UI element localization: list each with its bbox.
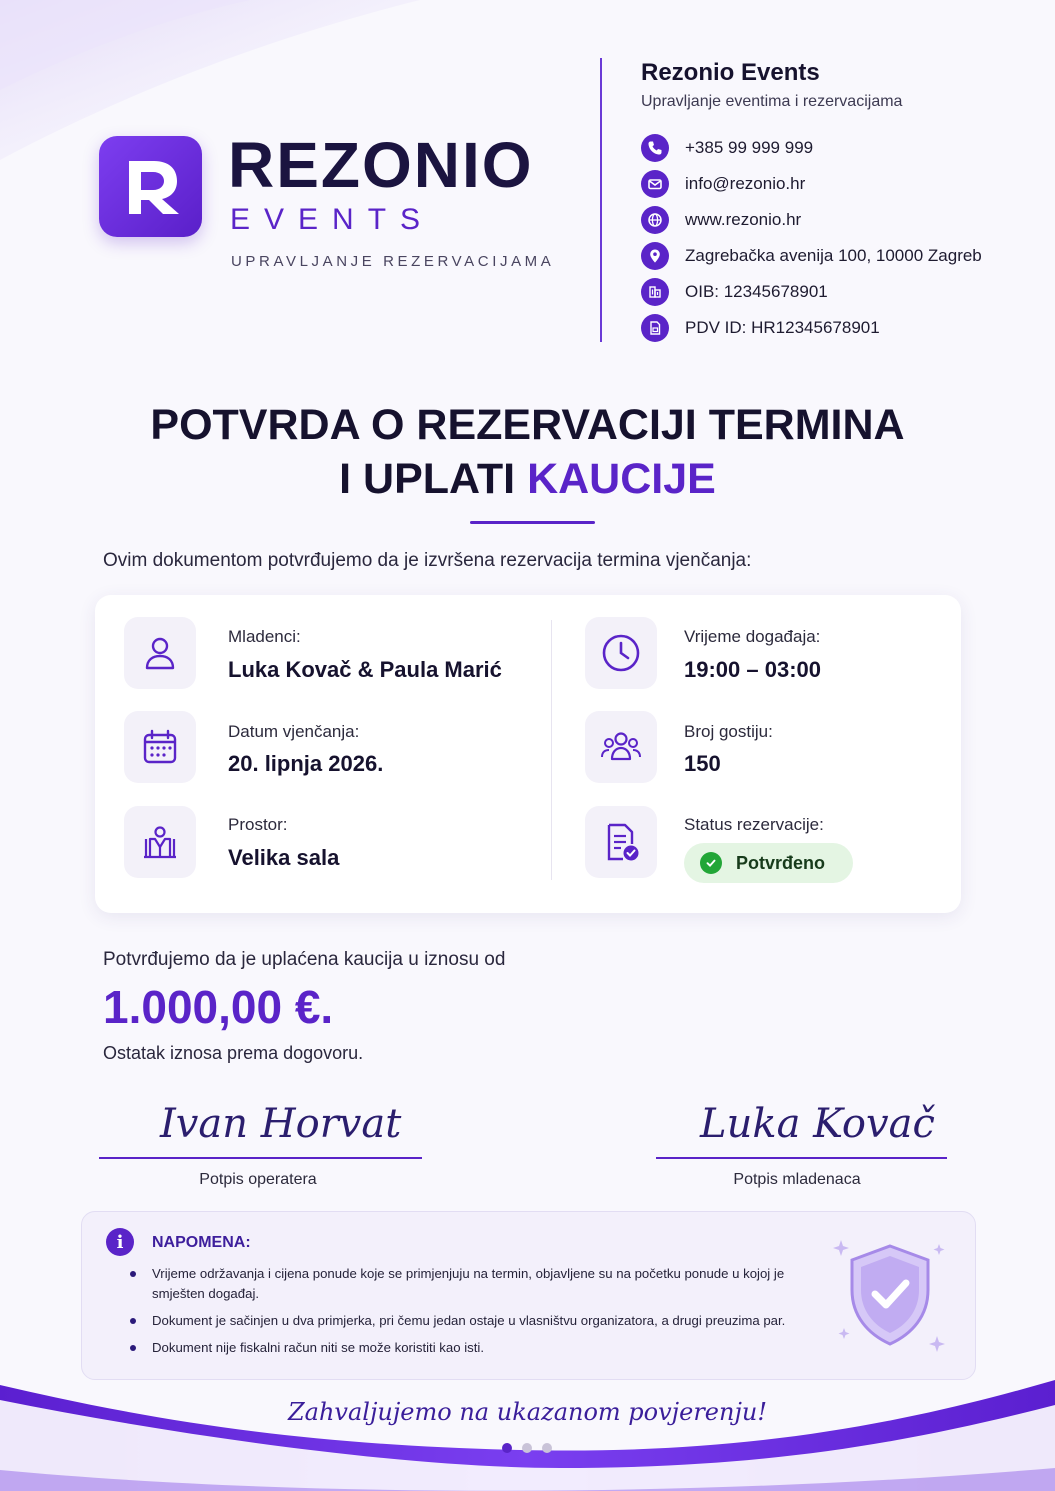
status-value: Potvrđeno [736, 852, 826, 873]
couple-signature: Luka Kovač [700, 1101, 935, 1147]
title-underline [470, 521, 595, 524]
oib-text: OIB: 12345678901 [685, 282, 828, 301]
shield-check-icon [826, 1232, 951, 1362]
phone-text[interactable]: +385 99 999 999 [685, 138, 814, 157]
card-divider [551, 620, 552, 880]
contact-oib [641, 277, 1001, 307]
deposit-amount: 1.000,00 €. [103, 981, 334, 1033]
time-label: Vrijeme događaja: [684, 627, 821, 646]
user-icon [140, 633, 180, 673]
header-divider [600, 58, 602, 342]
info-icon: i [106, 1228, 134, 1256]
contact-address [641, 241, 1001, 271]
intro-text: Ovim dokumentom potvrđujemo da je izvršena rezervacija termina vjenčanja: [103, 550, 752, 571]
couple-signature-line [656, 1157, 947, 1159]
operator-signature: Ivan Horvat [160, 1101, 402, 1147]
document-check-icon [599, 820, 643, 864]
globe-icon [641, 206, 669, 234]
email-link[interactable]: info@rezonio.hr [685, 174, 806, 193]
venue-value: Velika sala [228, 845, 340, 870]
note-title: NAPOMENA: [152, 1234, 251, 1251]
status-label: Status rezervacije: [684, 815, 824, 834]
title-line2-prefix: I UPLATI [339, 455, 528, 503]
brand-logo [99, 136, 202, 237]
date-value: 20. lipnja 2026. [228, 751, 384, 776]
company-subtitle: Upravljanje eventima i rezervacijama [641, 93, 903, 110]
date-label: Datum vjenčanja: [228, 722, 360, 741]
brand-tagline: UPRAVLJANJE REZERVACIJAMA [231, 253, 555, 270]
couple-value: Luka Kovač & Paula Marić [228, 657, 502, 682]
page-dot-2[interactable] [522, 1443, 532, 1453]
location-pin-icon [641, 242, 669, 270]
contact-website [641, 205, 1001, 235]
vat-text: PDV ID: HR12345678901 [685, 318, 880, 337]
time-value: 19:00 – 03:00 [684, 657, 821, 682]
brand-sub: EVENTS [230, 203, 435, 236]
guests-icon [599, 727, 643, 767]
logo-r-icon [99, 136, 202, 237]
venue-label: Prostor: [228, 815, 288, 834]
guests-label: Broj gostiju: [684, 722, 773, 741]
operator-signature-caption: Potpis operatera [199, 1171, 317, 1188]
status-icon-tile [585, 806, 657, 878]
note-item: Vrijeme održavanja i cijena ponude koje se primjenjuju na termin, objavljene su na početku ponude u kojoj je smješten događaj. [130, 1264, 790, 1304]
thank-you-message: Zahvaljujemo na ukazanom povjerenju! [287, 1398, 767, 1426]
page-dot-1[interactable] [502, 1443, 512, 1453]
couple-label: Mladenci: [228, 627, 301, 646]
building-icon [641, 278, 669, 306]
couple-icon-tile [124, 617, 196, 689]
note-item: Dokument nije fiskalni račun niti se može koristiti kao isti. [130, 1338, 790, 1358]
address-text: Zagrebačka avenija 100, 10000 Zagreb [685, 246, 982, 265]
clock-icon [599, 631, 643, 675]
document-icon [641, 314, 669, 342]
contact-phone [641, 133, 1001, 163]
status-badge [684, 843, 853, 883]
venue-icon [140, 822, 180, 862]
couple-signature-caption: Potpis mladenaca [733, 1171, 861, 1188]
brand-name: REZONIO [228, 129, 534, 201]
page-indicator [502, 1443, 552, 1453]
date-icon-tile [124, 711, 196, 783]
contact-vat [641, 313, 1001, 343]
calendar-icon [140, 727, 180, 767]
venue-icon-tile [124, 806, 196, 878]
note-item: Dokument je sačinjen u dva primjerka, pri čemu jedan ostaje u vlasništvu organizatora, a drugi preuzima par. [130, 1311, 790, 1331]
deposit-rest: Ostatak iznosa prema dogovoru. [103, 1043, 364, 1063]
document-title-line1: POTVRDA O REZERVACIJI TERMINA [150, 401, 905, 449]
deposit-intro: Potvrđujemo da je uplaćena kaucija u iznosu od [103, 949, 506, 970]
phone-icon [641, 134, 669, 162]
guests-value: 150 [684, 751, 721, 776]
company-name: Rezonio Events [641, 59, 820, 86]
contact-email [641, 169, 1001, 199]
operator-signature-line [99, 1157, 422, 1159]
note-list [130, 1264, 790, 1365]
mail-icon [641, 170, 669, 198]
website-link[interactable]: www.rezonio.hr [685, 210, 802, 229]
check-circle-icon [700, 852, 722, 874]
guests-icon-tile [585, 711, 657, 783]
document-title-line2 [0, 452, 1055, 506]
time-icon-tile [585, 617, 657, 689]
title-line2-accent: KAUCIJE [527, 455, 716, 503]
page-dot-3[interactable] [542, 1443, 552, 1453]
